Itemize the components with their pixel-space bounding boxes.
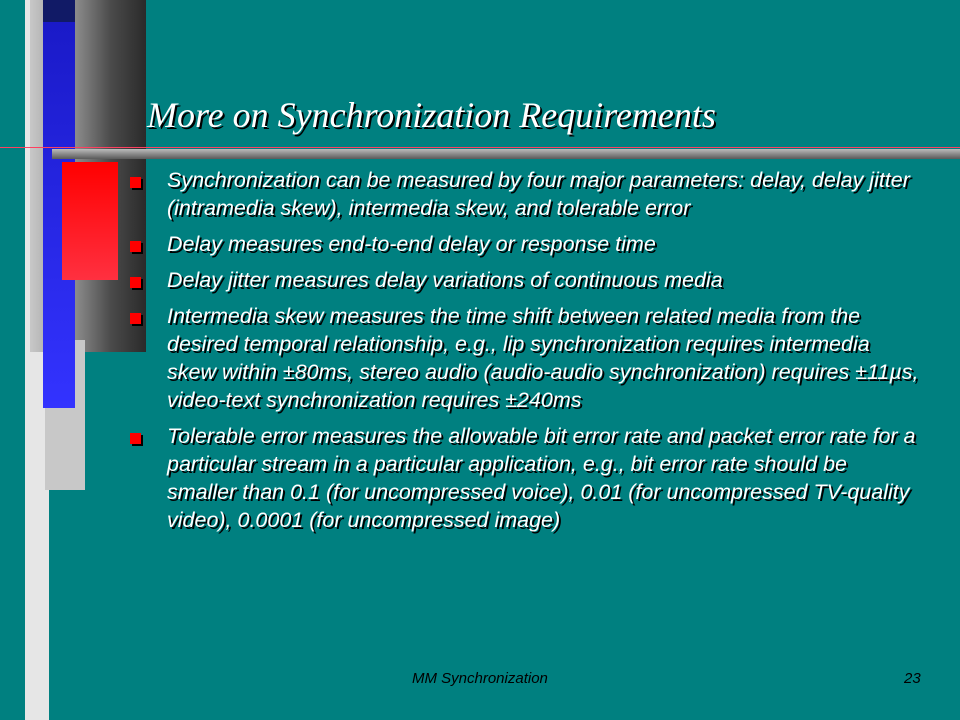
bullet-item: [130, 166, 920, 222]
title-gray-rule: [52, 149, 960, 159]
bullet-square-icon: [130, 177, 141, 188]
bullet-square-icon: [130, 241, 141, 252]
footer-title: MM Synchronization: [412, 670, 548, 687]
bullet-text: Intermedia skew measures the time shift between related media from the desired temporal relationship, e.g., lip synchronization requires intermedia skew within ±80ms, stereo audio (audio-audio synchronization) requires ±11µs, video-text synchronization requires ±240ms: [167, 304, 919, 412]
slide-title: More on Synchronization Requirements: [147, 95, 716, 135]
bullet-item: [130, 266, 920, 294]
bullet-item: [130, 422, 920, 534]
bullet-square-icon: [130, 313, 141, 324]
bullet-square-icon: [130, 277, 141, 288]
title-red-rule: [0, 147, 960, 148]
bullet-text: Tolerable error measures the allowable bit error rate and packet error rate for a particular stream in a particular application, e.g., bit error rate should be smaller than 0.1 (for uncompressed voice), 0.01 (for uncompressed TV-quality video), 0.0001 (for uncompressed image): [167, 424, 916, 532]
bullet-item: [130, 302, 920, 414]
bullet-list: [130, 166, 920, 542]
bullet-text: Delay jitter measures delay variations of continuous media: [167, 268, 723, 292]
decorative-red-box: [62, 162, 118, 280]
bullet-square-icon: [130, 433, 141, 444]
bullet-item: [130, 230, 920, 258]
page-number: 23: [904, 670, 921, 687]
bullet-text: Synchronization can be measured by four major parameters: delay, delay jitter (intramedia skew), intermedia skew, and tolerable error: [167, 168, 910, 220]
decorative-dark-blue-cap: [43, 0, 75, 22]
bullet-text: Delay measures end-to-end delay or response time: [167, 232, 656, 256]
